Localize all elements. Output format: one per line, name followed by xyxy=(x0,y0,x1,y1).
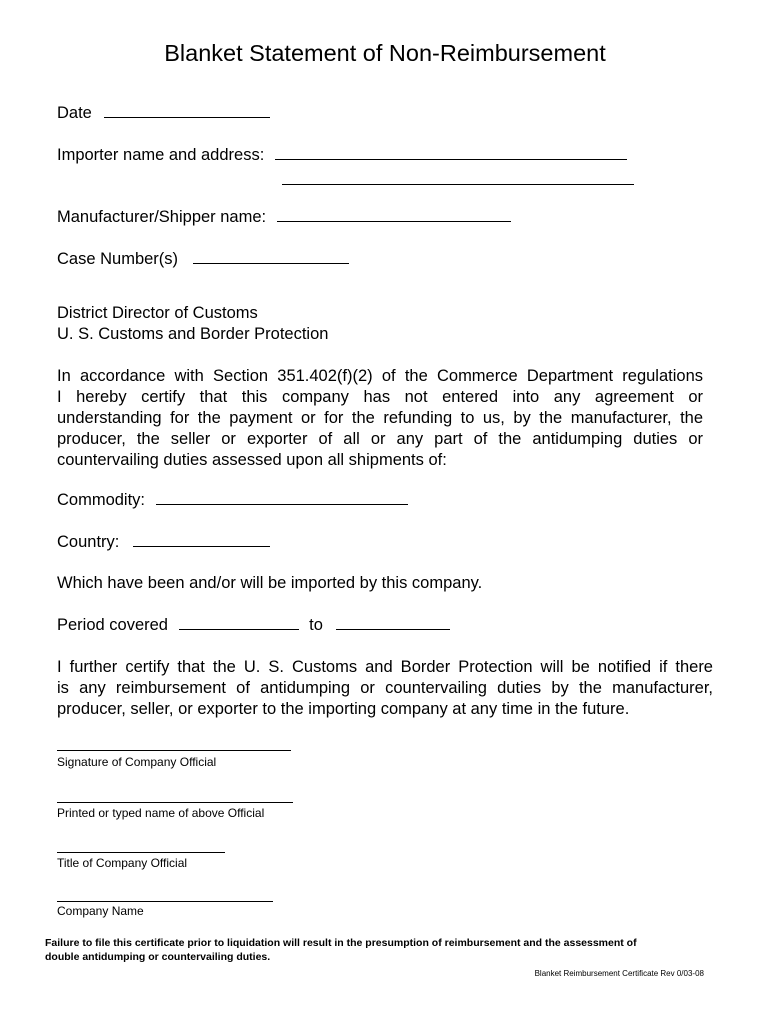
manufacturer-label: Manufacturer/Shipper name: xyxy=(57,208,267,226)
liquidation-notice xyxy=(45,936,725,964)
printed-name-label: Printed or typed name of above Official xyxy=(57,806,265,820)
paragraph1-line3: understanding for the payment or for the refunding to us, by the manufacturer, the xyxy=(57,409,703,427)
company-name-line[interactable] xyxy=(57,901,273,902)
revision-footer: Blanket Reimbursement Certificate Rev 0/03-08 xyxy=(534,969,704,978)
printed-name-line[interactable] xyxy=(57,802,293,803)
document-title: Blanket Statement of Non-Reimbursement xyxy=(164,40,606,66)
commodity-row xyxy=(57,491,408,510)
signature-label: Signature of Company Official xyxy=(57,755,217,769)
company-name-label: Company Name xyxy=(57,904,144,918)
manufacturer-field[interactable] xyxy=(277,220,511,222)
paragraph1-line4: producer, the seller or exporter of all or any part of the antidumping duties or xyxy=(57,430,703,448)
period-row xyxy=(57,616,450,635)
notification-paragraph xyxy=(57,657,713,720)
paragraph2-line2: is any reimbursement of antidumping or countervailing duties by the manufacturer, xyxy=(57,679,713,697)
importer-label: Importer name and address: xyxy=(57,146,265,164)
paragraph1-line1: In accordance with Section 351.402(f)(2) of the Commerce Department regulations xyxy=(57,367,703,385)
addressee-line2: U. S. Customs and Border Protection xyxy=(57,325,329,343)
official-title-label: Title of Company Official xyxy=(57,856,188,870)
importer-row xyxy=(57,146,627,165)
signature-line[interactable] xyxy=(57,750,291,751)
official-title-line[interactable] xyxy=(57,852,225,853)
country-field[interactable] xyxy=(133,545,270,547)
date-label: Date xyxy=(57,104,92,122)
notice-line1: Failure to file this certificate prior to liquidation will result in the presumption of reimbursement and the assessment of xyxy=(45,937,637,949)
paragraph1-line2: I hereby certify that this company has not entered into any agreement or xyxy=(57,388,703,406)
addressee-block xyxy=(57,303,703,345)
imported-statement: Which have been and/or will be imported by this company. xyxy=(57,574,483,592)
certification-paragraph xyxy=(57,366,703,471)
commodity-field[interactable] xyxy=(156,503,408,505)
manufacturer-row xyxy=(57,208,511,227)
period-to-label: to xyxy=(309,616,323,634)
notice-line2: double antidumping or countervailing duties. xyxy=(45,951,271,963)
period-start-field[interactable] xyxy=(179,628,299,630)
date-field[interactable] xyxy=(104,116,270,118)
period-end-field[interactable] xyxy=(336,628,450,630)
date-row xyxy=(57,104,270,123)
case-number-field[interactable] xyxy=(193,262,349,264)
importer-field-line1[interactable] xyxy=(275,158,627,160)
case-number-label: Case Number(s) xyxy=(57,250,179,268)
case-number-row xyxy=(57,250,349,269)
period-label: Period covered xyxy=(57,616,168,634)
commodity-label: Commodity: xyxy=(57,491,146,509)
addressee-line1: District Director of Customs xyxy=(57,304,258,322)
country-row xyxy=(57,533,270,552)
paragraph1-line5: countervailing duties assessed upon all shipments of: xyxy=(57,451,447,469)
paragraph2-line3: producer, seller, or exporter to the importing company at any time in the future. xyxy=(57,700,630,718)
importer-field-line2[interactable] xyxy=(282,184,634,185)
country-label: Country: xyxy=(57,533,120,551)
paragraph2-line1: I further certify that the U. S. Customs and Border Protection will be notified if there xyxy=(57,658,713,676)
